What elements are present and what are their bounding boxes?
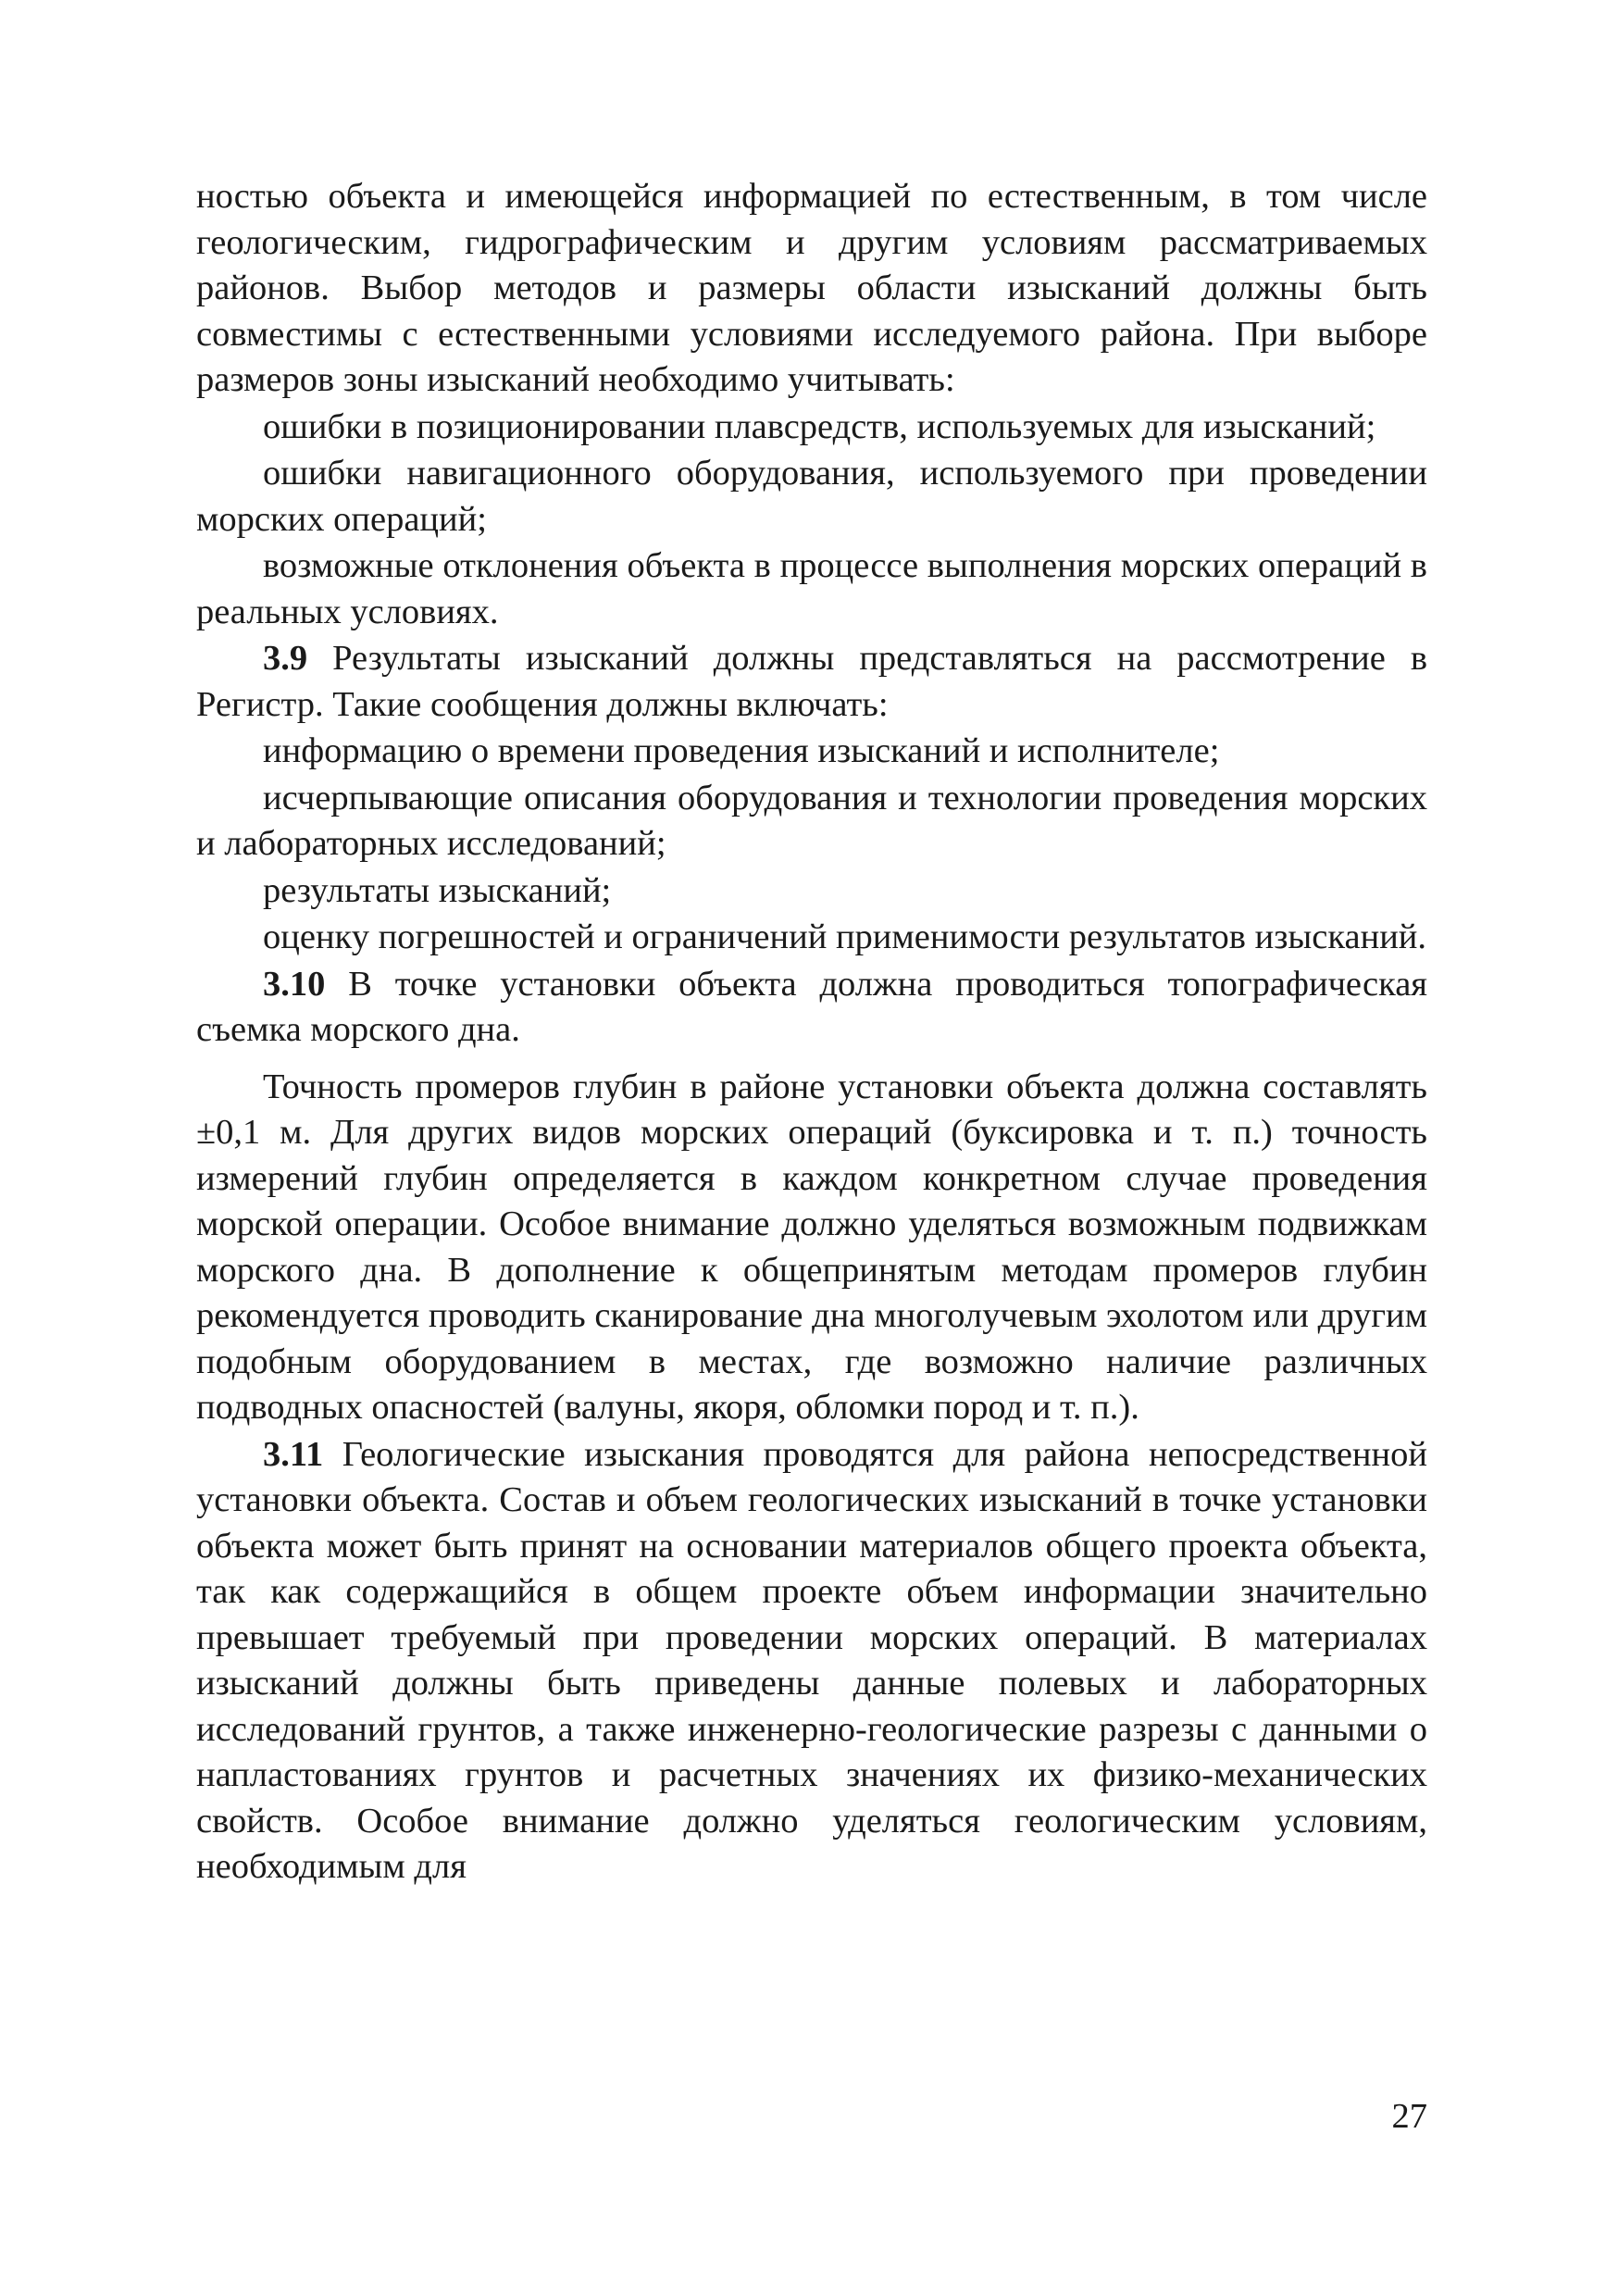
list-item-text: ошибки в позиционировании плавсредств, используемых для изысканий; <box>263 406 1376 446</box>
paragraph-depth-accuracy <box>196 1065 1427 1431</box>
list-item-text: ошибки навигационного оборудования, используемого при проведении морских операций; <box>196 454 1427 539</box>
section-3-9 <box>196 636 1427 728</box>
list-item-positioning-errors <box>196 405 1427 451</box>
list-item-deviations <box>196 543 1427 635</box>
list-item-results <box>196 868 1427 915</box>
list-item-navigation-errors <box>196 451 1427 543</box>
section-3-11 <box>196 1432 1427 1890</box>
page-number: 27 <box>1391 2097 1427 2136</box>
list-item-equipment <box>196 776 1427 867</box>
section-text: Геологические изыскания проводятся для района непосредственной установки объекта. Состав и объем геологических изысканий в точке установки объекта может быть принят на основании материалов общего проекта объекта, так как содержащийся в общем проекте объем информации значительно превышает требуемый при проведении морских операций. В материалах изысканий должны быть приведены данные полевых и лабораторных исследований грунтов, а также инженерно-геологические разрезы с данными о напластованиях грунтов и расчетных значениях их физико-механических свойств. Особое внимание должно уделяться геологическим условиям, необходимым для <box>196 1434 1427 1886</box>
list-item-time-info <box>196 729 1427 775</box>
document-page <box>196 174 1427 1890</box>
list-item-text: возможные отклонения объекта в процессе выполнения морских операций в реальных условиях. <box>196 546 1427 631</box>
section-text: Результаты изысканий должны представляться на рассмотрение в Регистр. Такие сообщения должны включать: <box>196 639 1427 724</box>
section-number: 3.9 <box>263 639 308 678</box>
section-text: В точке установки объекта должна проводиться топографическая съемка морского дна. <box>196 964 1427 1049</box>
list-item-text: оценку погрешностей и ограничений применимости результатов изысканий. <box>263 917 1427 956</box>
paragraph-text: ностью объекта и имеющейся информацией по естественным, в том числе геологическим, гидрографическим и другим условиям рассматриваемых районов. Выбор методов и размеры области изысканий должны быть совместимы с естественными условиями исследуемого района. При выборе размеров зоны изысканий необходимо учитывать: <box>196 177 1427 399</box>
list-item-text: исчерпывающие описания оборудования и технологии проведения морских и лабораторных исследований; <box>196 778 1427 863</box>
list-item-text: информацию о времени проведения изысканий и исполнителе; <box>263 731 1220 770</box>
list-item-text: результаты изысканий; <box>263 870 612 910</box>
section-3-10 <box>196 962 1427 1054</box>
paragraph-intro <box>196 174 1427 404</box>
list-item-errors-assessment <box>196 915 1427 961</box>
section-number: 3.11 <box>263 1434 324 1474</box>
section-number: 3.10 <box>263 964 326 1004</box>
paragraph-text: Точность промеров глубин в районе установки объекта должна составлять ±0,1 м. Для других видов морских операций (буксировка и т. п.) точность измерений глубин определяется в каждом конкретном случае проведения морской операции. Особое внимание должно уделяться возможным подвижкам морского дна. В дополнение к общепринятым методам промеров глубин рекомендуется проводить сканирование дна многолучевым эхолотом или другим подобным оборудованием в местах, где возможно наличие различных подводных опасностей (валуны, якоря, обломки пород и т. п.). <box>196 1067 1427 1427</box>
